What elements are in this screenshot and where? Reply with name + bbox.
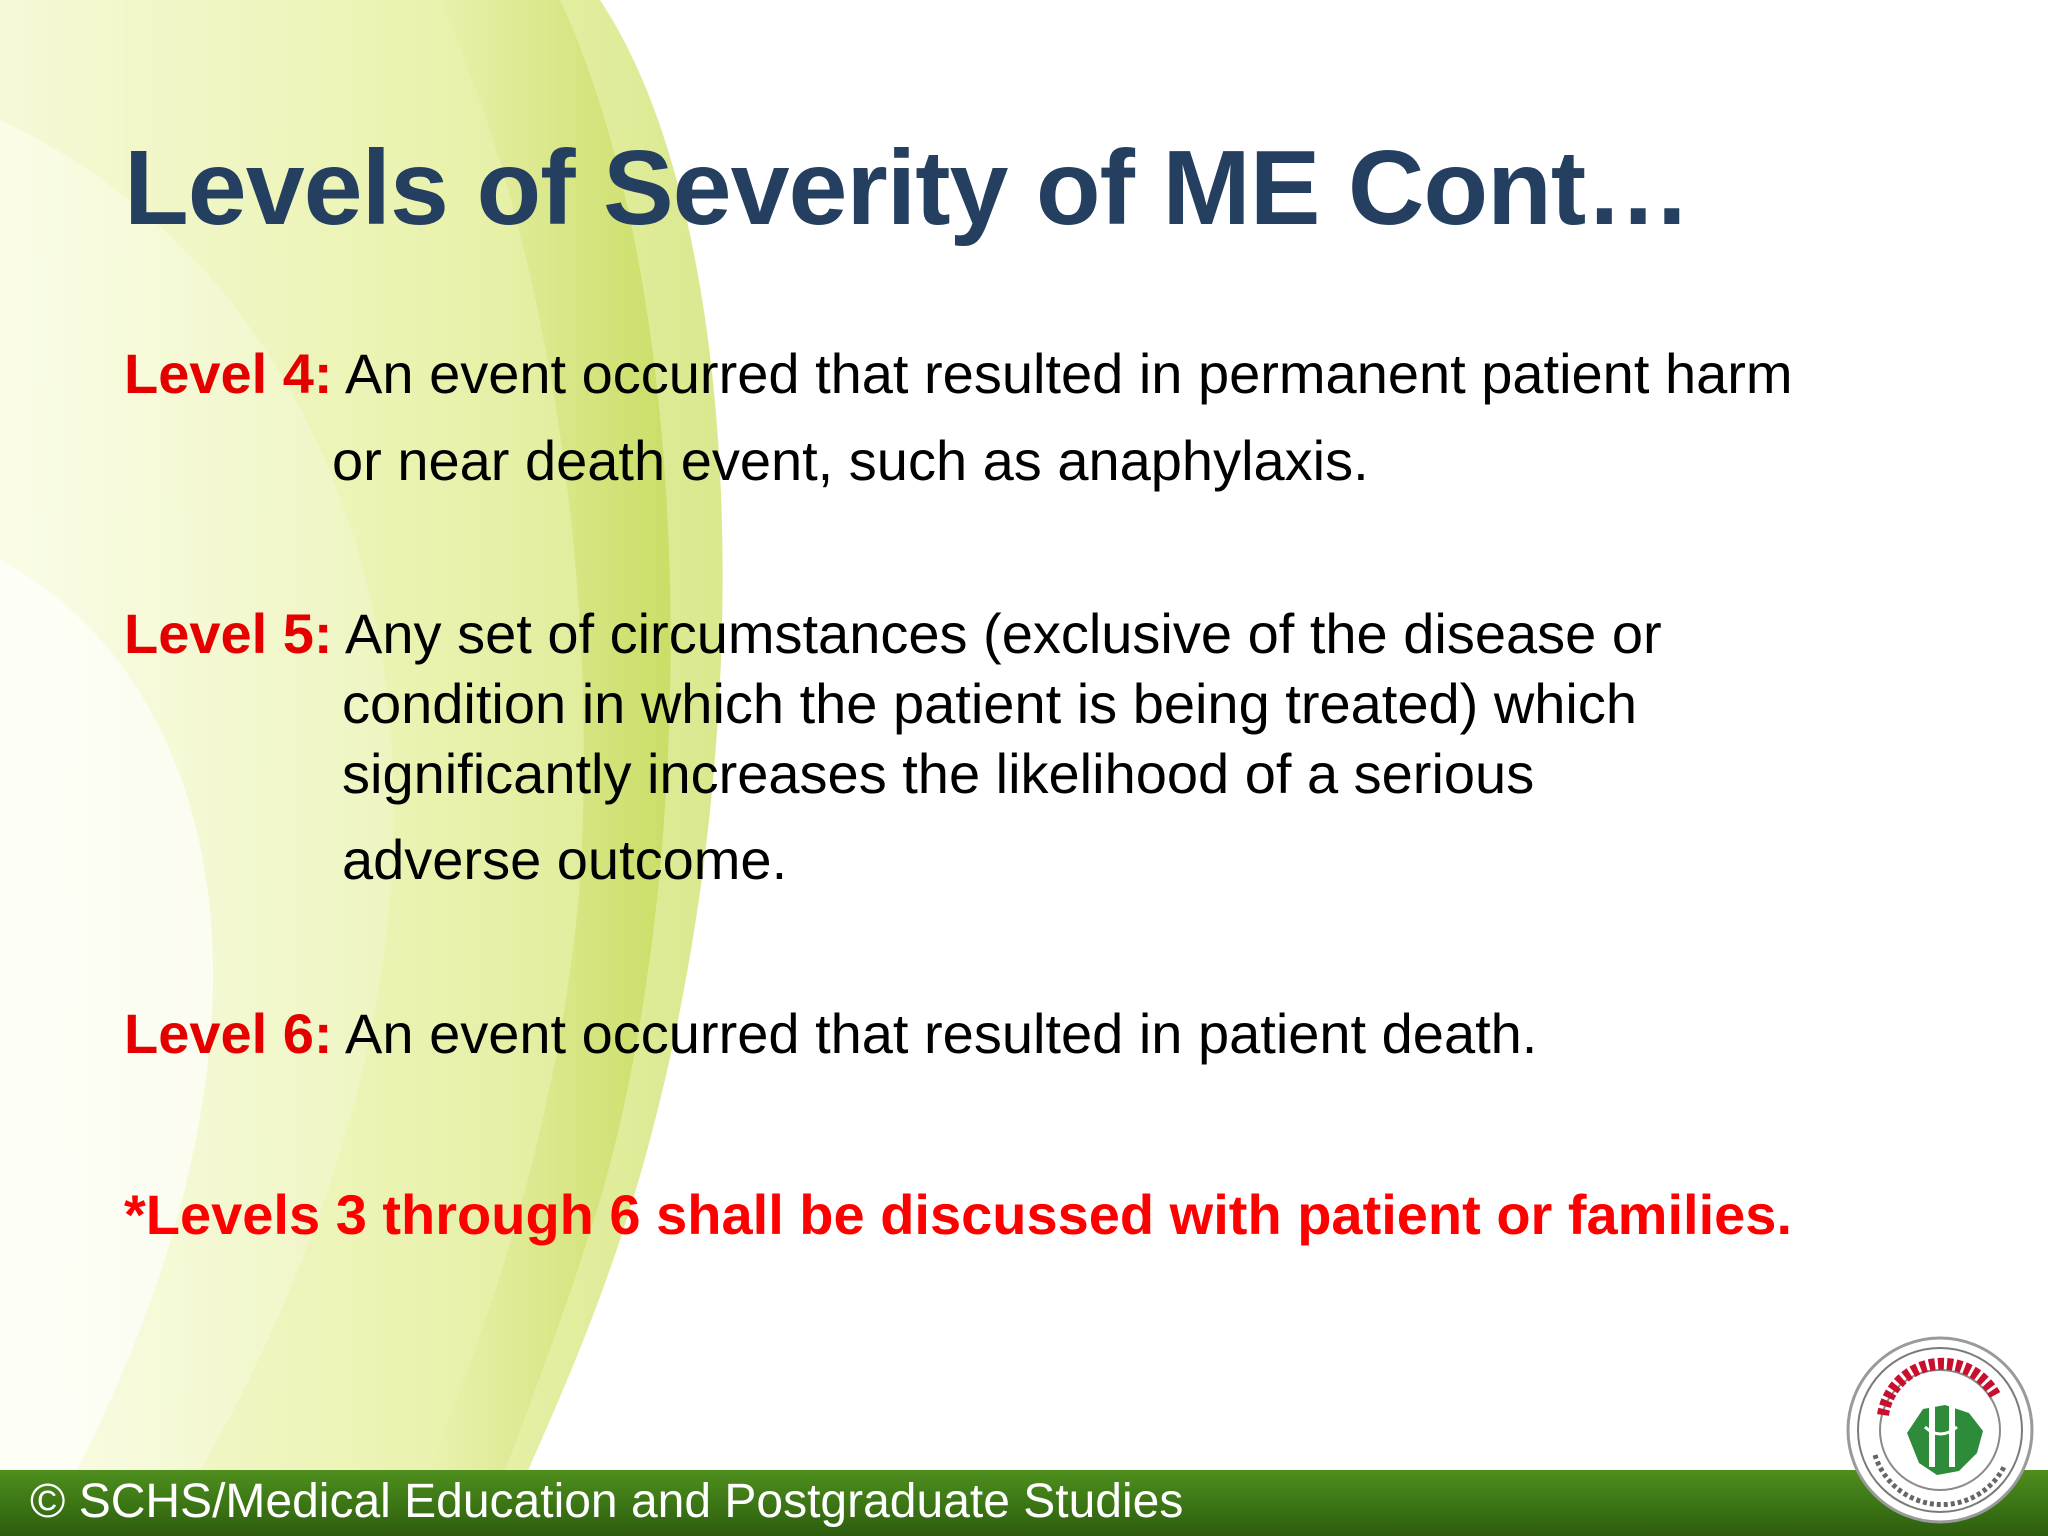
level-6-text: An event occurred that resulted in patient death.: [345, 1002, 1538, 1065]
level-6-label: Level 6:: [124, 1002, 333, 1065]
footer-bar: [0, 1470, 2048, 1536]
level-5-line-2: condition in which the patient is being treated) which: [342, 672, 1637, 735]
level-4-text: An event occurred that resulted in permanent patient harm: [345, 342, 1793, 405]
level-5-text: Any set of circumstances (exclusive of the disease or: [345, 602, 1662, 665]
level-4-label: Level 4:: [124, 342, 333, 405]
level-4-line-2: or near death event, such as anaphylaxis.: [332, 429, 1369, 492]
discussion-note: *Levels 3 through 6 shall be discussed with patient or families.: [124, 1183, 1792, 1246]
footer-copyright: © SCHS/Medical Education and Postgraduate Studies: [30, 1475, 1184, 1528]
level-6-line-1: [124, 1000, 1537, 1067]
slide-title: Levels of Severity of ME Cont…: [124, 129, 1691, 247]
level-4-line-1: [124, 340, 1793, 407]
level-5-line-4: adverse outcome.: [342, 828, 788, 891]
level-5-line-1: [124, 600, 1662, 667]
level-5-line-3: significantly increases the likelihood of a serious: [342, 742, 1535, 805]
level-5-label: Level 5:: [124, 602, 333, 665]
schs-seal-logo-icon: [1845, 1335, 2035, 1525]
